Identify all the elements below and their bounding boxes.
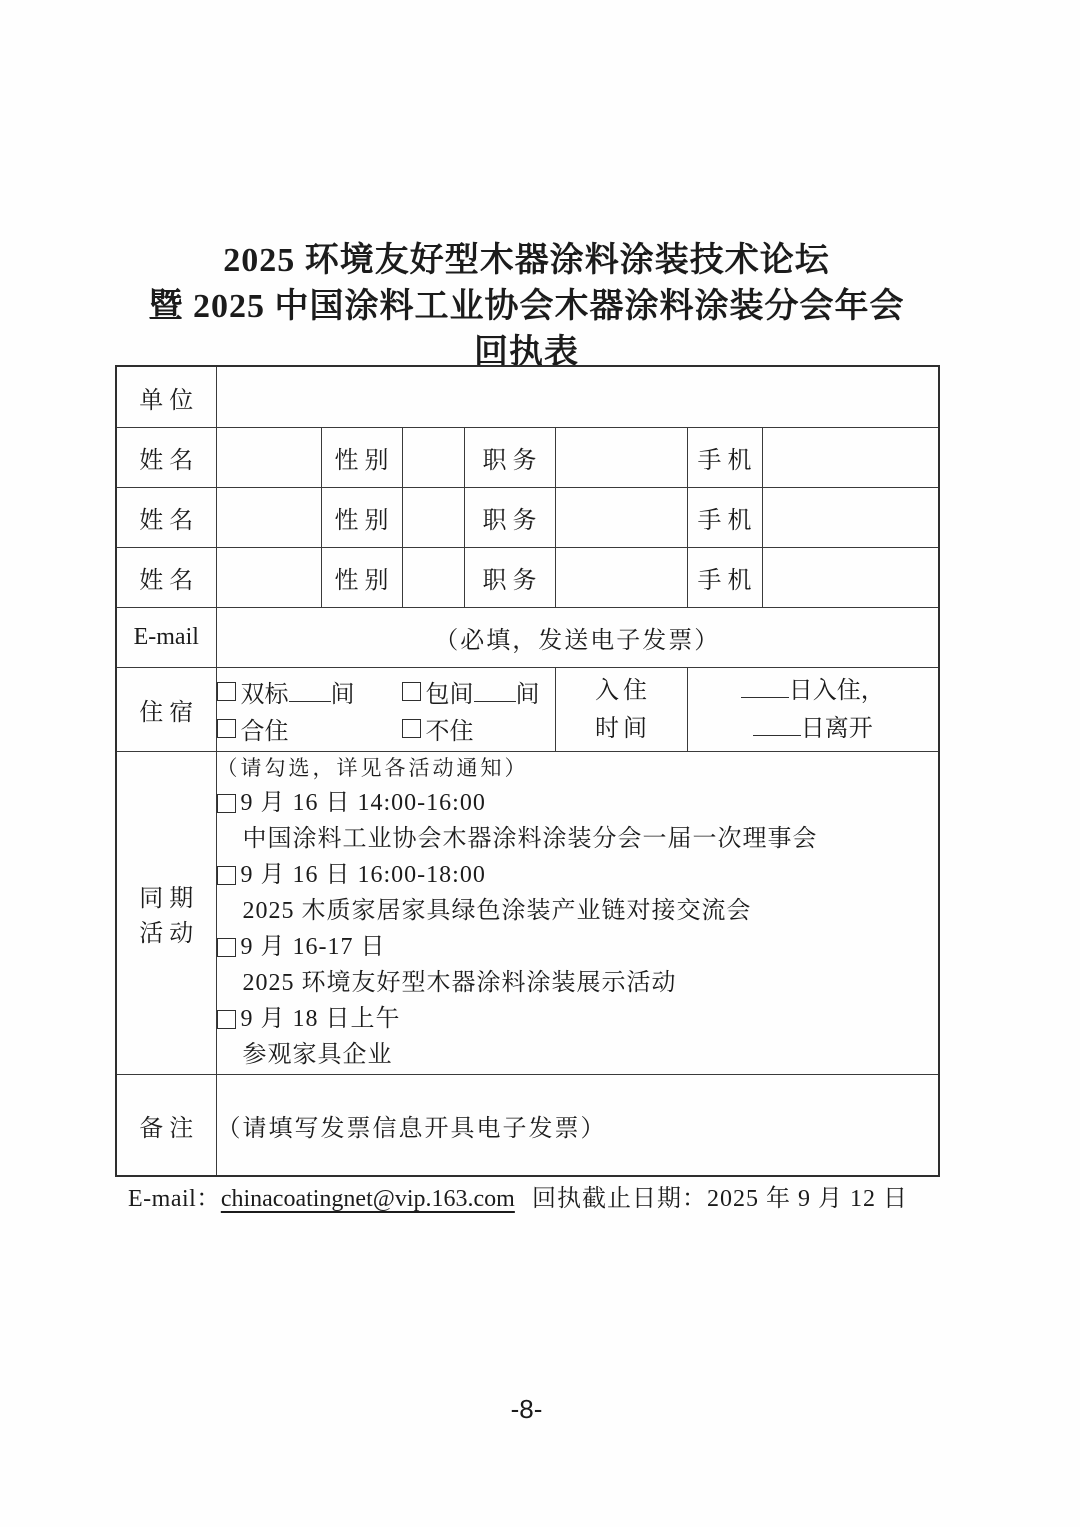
- checkin-time-label: 入住 时间: [555, 668, 687, 752]
- activity-desc: 2025 环境友好型木器涂料涂装展示活动: [242, 970, 677, 996]
- gender-label: 性别: [321, 548, 402, 608]
- gender-value-field[interactable]: [402, 428, 464, 488]
- option-private-room-label: 包间: [425, 681, 474, 708]
- reply-form-table: [115, 365, 940, 1177]
- mobile-value-field[interactable]: [762, 548, 939, 608]
- table-row-remarks: [116, 1075, 939, 1177]
- gender-label: 性别: [321, 488, 402, 548]
- activity-desc: 2025 木质家居家具绿色涂装产业链对接交流会: [242, 898, 752, 924]
- email-label: E-mail: [116, 608, 216, 668]
- position-label: 职务: [464, 488, 555, 548]
- gender-value-field[interactable]: [402, 488, 464, 548]
- unit-label: 单位: [116, 366, 216, 428]
- activity-time: 9 月 18 日上午: [240, 1006, 401, 1032]
- document-title: [115, 238, 938, 376]
- checkout-suffix: 日离开: [800, 715, 873, 742]
- mobile-value-field[interactable]: [762, 488, 939, 548]
- footer-deadline: 回执截止日期：2025 年 9 月 12 日: [532, 1186, 908, 1212]
- blank-double-room-count[interactable]: [289, 681, 331, 702]
- activities-note: （请勾选，详见各活动通知）: [216, 756, 529, 780]
- remarks-value-field[interactable]: （请填写发票信息开具电子发票）: [216, 1075, 939, 1177]
- blank-private-room-count[interactable]: [474, 681, 516, 702]
- checkbox-activity-factory-visit[interactable]: [217, 1010, 236, 1029]
- title-line-1: 2025 环境友好型木器涂料涂装技术论坛: [223, 242, 830, 279]
- checkbox-share-room[interactable]: [217, 719, 236, 738]
- name-label: 姓名: [116, 488, 216, 548]
- table-row-unit: [116, 366, 939, 428]
- mobile-label: 手机: [687, 488, 762, 548]
- activity-time: 9 月 16 日 16:00-18:00: [240, 862, 486, 888]
- footer-email: [128, 1178, 515, 1213]
- email-value-field[interactable]: （必填，发送电子发票）: [216, 608, 939, 668]
- blank-checkout-day[interactable]: [753, 715, 801, 736]
- accommodation-label: 住宿: [116, 668, 216, 752]
- name-value-field[interactable]: [216, 488, 321, 548]
- room-unit-suffix: 间: [330, 681, 355, 708]
- name-label: 姓名: [116, 548, 216, 608]
- footer-email-address[interactable]: chinacoatingnet@vip.163.com: [220, 1186, 515, 1212]
- checkin-suffix: 日入住，: [788, 677, 885, 704]
- checkbox-activity-council-meeting[interactable]: [217, 794, 236, 813]
- position-value-field[interactable]: [555, 548, 687, 608]
- gender-value-field[interactable]: [402, 548, 464, 608]
- name-value-field[interactable]: [216, 428, 321, 488]
- mobile-label: 手机: [687, 428, 762, 488]
- table-row-person-1: [116, 428, 939, 488]
- table-row-accommodation: [116, 668, 939, 752]
- activity-desc: 参观家具企业: [242, 1042, 393, 1068]
- name-label: 姓名: [116, 428, 216, 488]
- activity-desc: 中国涂料工业协会木器涂料涂装分会一届一次理事会: [242, 826, 818, 852]
- position-value-field[interactable]: [555, 428, 687, 488]
- position-label: 职务: [464, 548, 555, 608]
- table-row-activities: [116, 752, 939, 1075]
- table-row-email: [116, 608, 939, 668]
- mobile-label: 手机: [687, 548, 762, 608]
- checkbox-double-standard-room[interactable]: [217, 682, 236, 701]
- gender-label: 性别: [321, 428, 402, 488]
- checkbox-activity-exchange-meeting[interactable]: [217, 866, 236, 885]
- checkbox-private-room[interactable]: [402, 682, 421, 701]
- room-unit-suffix: 间: [515, 681, 540, 708]
- mobile-value-field[interactable]: [762, 428, 939, 488]
- table-row-person-2: [116, 488, 939, 548]
- checkbox-activity-exhibition[interactable]: [217, 938, 236, 957]
- table-row-person-3: [116, 548, 939, 608]
- option-share-room-label: 合住: [240, 718, 289, 745]
- position-label: 职务: [464, 428, 555, 488]
- blank-checkin-day[interactable]: [741, 677, 789, 698]
- name-value-field[interactable]: [216, 548, 321, 608]
- activities-content-cell: [216, 752, 939, 1075]
- footer: [128, 1178, 908, 1213]
- unit-value-field[interactable]: [216, 366, 939, 428]
- accommodation-options-cell: [216, 668, 555, 752]
- option-no-stay-label: 不住: [425, 718, 474, 745]
- position-value-field[interactable]: [555, 488, 687, 548]
- activities-label: 同期 活动: [116, 752, 216, 1075]
- option-double-standard-label: 双标: [240, 681, 289, 708]
- title-line-3: 回执表: [474, 334, 579, 371]
- activity-time: 9 月 16-17 日: [240, 934, 386, 960]
- checkbox-no-stay[interactable]: [402, 719, 421, 738]
- page-number: -8-: [510, 1394, 543, 1424]
- title-line-2: 暨 2025 中国涂料工业协会木器涂料涂装分会年会: [148, 288, 905, 325]
- checkin-dates-cell: [687, 668, 939, 752]
- footer-email-label: E-mail：: [128, 1186, 221, 1212]
- remarks-label: 备注: [116, 1075, 216, 1177]
- activity-time: 9 月 16 日 14:00-16:00: [240, 790, 486, 816]
